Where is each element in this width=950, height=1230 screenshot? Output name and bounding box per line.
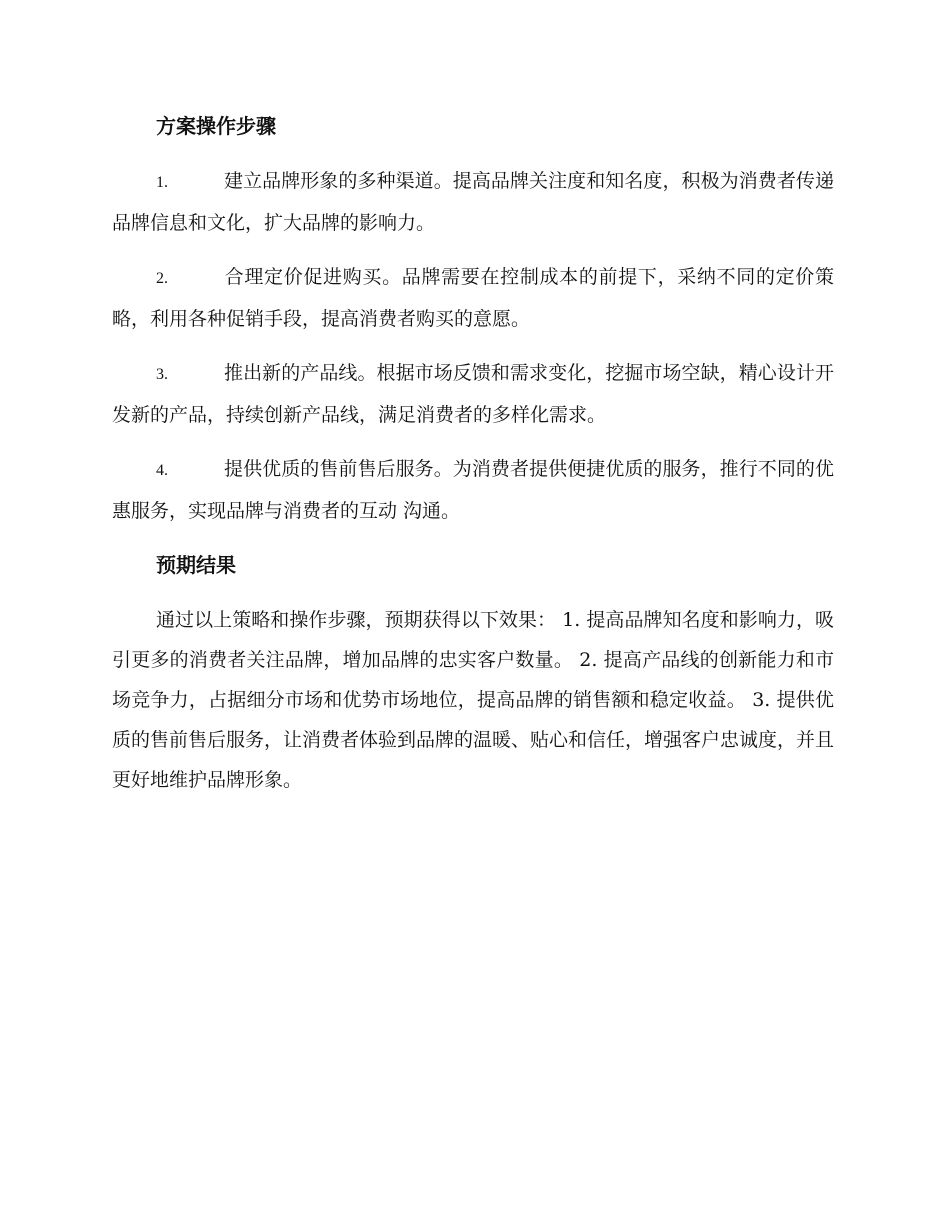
step-item-3 [112, 353, 834, 435]
step-text: 建立品牌形象的多种渠道。提高品牌关注度和知名度，积极为消费者传递品牌信息和文化，扩大品牌的影响力。 [112, 170, 834, 234]
step-number: 1. [156, 174, 168, 191]
step-item-1 [112, 161, 834, 243]
step-text: 提供优质的售前售后服务。为消费者提供便捷优质的服务，推行不同的优惠服务，实现品牌与消费者的互动 沟通。 [112, 458, 834, 522]
document-body [112, 106, 834, 800]
step-item-2 [112, 257, 834, 339]
step-text: 推出新的产品线。根据市场反馈和需求变化，挖掘市场空缺，精心设计开发新的产品，持续创新产品线，满足消费者的多样化需求。 [112, 362, 834, 426]
step-item-4 [112, 449, 834, 531]
step-number: 3. [156, 366, 168, 383]
steps-heading: 方案操作步骤 [156, 114, 276, 138]
step-number: 4. [156, 462, 168, 479]
results-heading: 预期结果 [156, 553, 236, 577]
results-paragraph: 通过以上策略和操作步骤，预期获得以下效果： 1. 提高品牌知名度和影响力，吸引更多的消费者关注品牌，增加品牌的忠实客户数量。 2. 提高产品线的创新能力和市场竞争力，占据细分市场和优势市场地位，提高品牌的销售额和稳定收益。 3. 提供优质的售前售后服务，让消费者体验到品牌的温暖、贴心和信任，增强客户忠诚度，并且更好地维护品牌形象。 [112, 609, 835, 791]
step-number: 2. [156, 270, 168, 287]
step-text: 合理定价促进购买。品牌需要在控制成本的前提下，采纳不同的定价策略，利用各种促销手段，提高消费者购买的意愿。 [112, 266, 834, 330]
